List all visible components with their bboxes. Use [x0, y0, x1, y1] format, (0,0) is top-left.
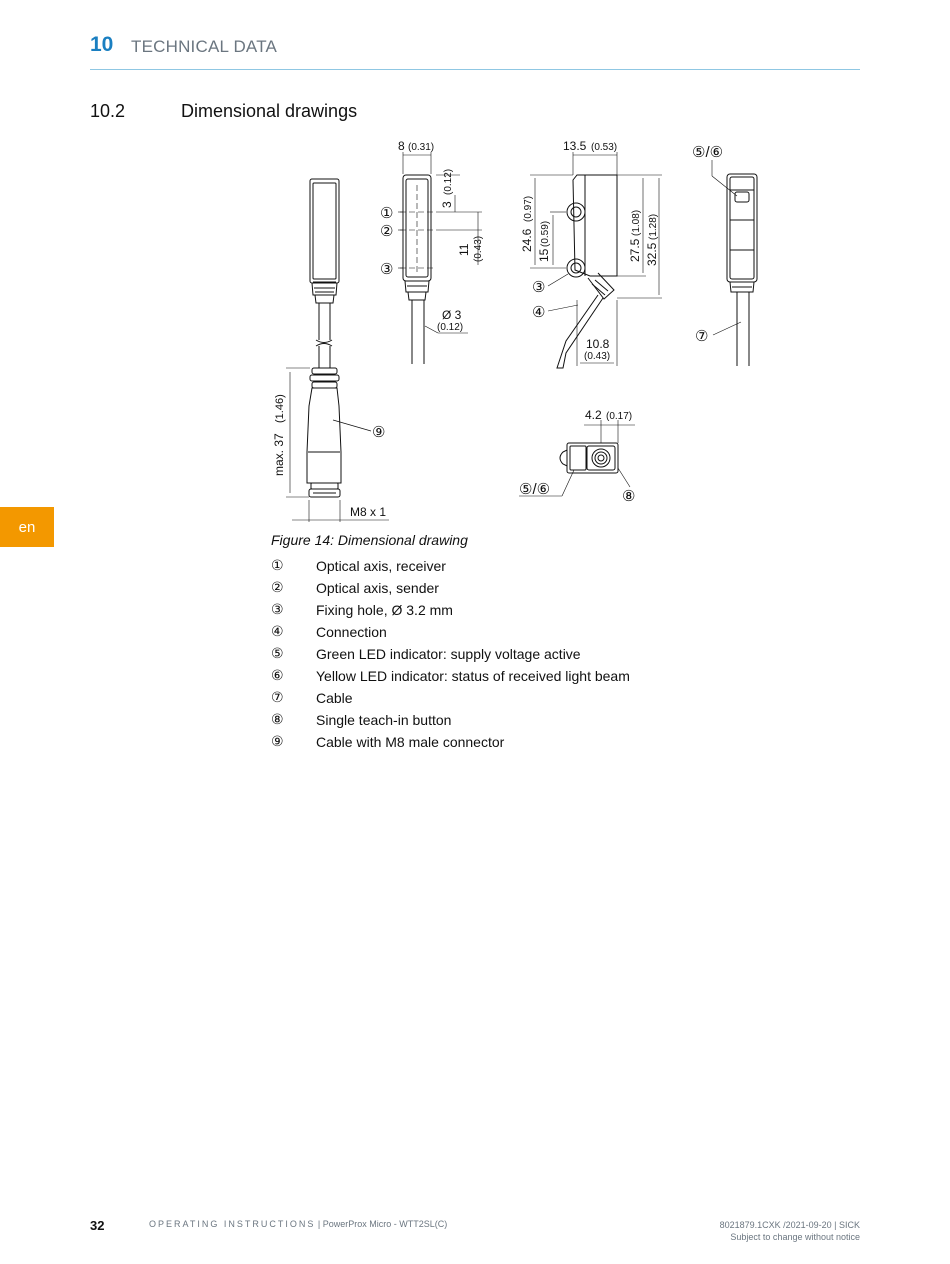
chapter-number: 10 — [90, 33, 114, 56]
sensor-back-view — [712, 160, 757, 366]
callout-9: ⑨ — [372, 424, 386, 441]
figure-caption: Figure 14: Dimensional drawing — [271, 532, 468, 548]
dim-4-2: 4.2 — [585, 408, 602, 422]
dim-8-inch: (0.31) — [408, 142, 435, 153]
legend-number: ⑨ — [271, 734, 284, 750]
legend-text: Cable — [316, 690, 353, 706]
legend-text: Yellow LED indicator: status of received light beam — [316, 668, 630, 684]
footer-reference — [720, 1219, 860, 1243]
dim-8: 8 — [398, 139, 405, 153]
dim-diameter-3-inch: (0.12) — [437, 322, 464, 333]
dim-11-inch: (0.43) — [473, 235, 484, 262]
legend-number: ⑤ — [271, 646, 284, 662]
dim-13-5: 13.5 — [563, 139, 587, 153]
callout-8: ⑧ — [622, 488, 636, 505]
dim-32-5-inch: (1.28) — [648, 213, 659, 240]
dim-3-inch: (0.12) — [443, 168, 454, 195]
dim-10-8: 10.8 — [586, 337, 610, 351]
legend-number: ③ — [271, 602, 284, 618]
callout-3-side: ③ — [532, 279, 546, 296]
dim-4-2-inch: (0.17) — [606, 411, 633, 422]
legend-number: ② — [271, 580, 284, 596]
callout-4: ④ — [532, 304, 546, 321]
dim-11: 11 — [457, 243, 471, 256]
dimensional-drawing — [0, 0, 950, 530]
footer-notice: Subject to change without notice — [730, 1232, 860, 1242]
legend-number: ④ — [271, 624, 284, 640]
footer-document-info — [149, 1219, 447, 1229]
dim-27-5: 27.5 — [628, 238, 642, 262]
dim-24-6: 24.6 — [520, 228, 534, 252]
legend-text: Green LED indicator: supply voltage active — [316, 646, 581, 662]
chapter-title: TECHNICAL DATA — [131, 37, 278, 56]
dim-32-5: 32.5 — [645, 242, 659, 266]
dim-m8-thread: M8 x 1 — [350, 505, 387, 519]
legend-text: Cable with M8 male connector — [316, 734, 505, 750]
legend-text: Fixing hole, Ø 3.2 mm — [316, 602, 453, 618]
dim-3: 3 — [440, 201, 454, 208]
legend-number: ⑦ — [271, 690, 284, 706]
legend-text: Optical axis, receiver — [316, 558, 446, 574]
footer-doc-label: OPERATING INSTRUCTIONS — [149, 1219, 316, 1229]
callout-5-6-bottom: ⑤/⑥ — [519, 481, 551, 498]
legend-text: Single teach-in button — [316, 712, 452, 728]
legend-number: ⑧ — [271, 712, 284, 728]
dim-15: 15 — [537, 248, 551, 262]
legend-number: ① — [271, 558, 284, 574]
sensor-front-view-with-connector — [286, 179, 389, 522]
dim-max-37-inch: (1.46) — [274, 394, 286, 423]
footer-separator: | — [315, 1219, 323, 1229]
callout-3: ③ — [380, 261, 394, 278]
language-tab-label: en — [18, 518, 36, 536]
dim-13-5-inch: (0.53) — [591, 142, 618, 153]
section-title: Dimensional drawings — [181, 101, 358, 121]
footer-product: PowerProx Micro - WTT2SL(C) — [322, 1219, 448, 1229]
dim-10-8-inch: (0.43) — [584, 351, 611, 362]
callout-7: ⑦ — [695, 328, 709, 345]
dim-diameter-3: Ø 3 — [442, 308, 462, 322]
callout-2: ② — [380, 223, 394, 240]
callout-1: ① — [380, 205, 394, 222]
legend-text: Connection — [316, 624, 387, 640]
callout-5-6-top: ⑤/⑥ — [692, 144, 724, 161]
legend-text: Optical axis, sender — [316, 580, 439, 596]
dim-27-5-inch: (1.08) — [631, 209, 642, 236]
dim-max-37: max. 37 — [272, 433, 286, 476]
page-number: 32 — [90, 1218, 105, 1233]
section-number: 10.2 — [90, 101, 126, 121]
legend-number: ⑥ — [271, 668, 284, 684]
dim-24-6-inch: (0.97) — [523, 195, 534, 222]
dim-15-inch: (0.59) — [540, 220, 551, 247]
footer-doc-ref: 8021879.1CXK /2021-09-20 | SICK — [719, 1220, 860, 1230]
